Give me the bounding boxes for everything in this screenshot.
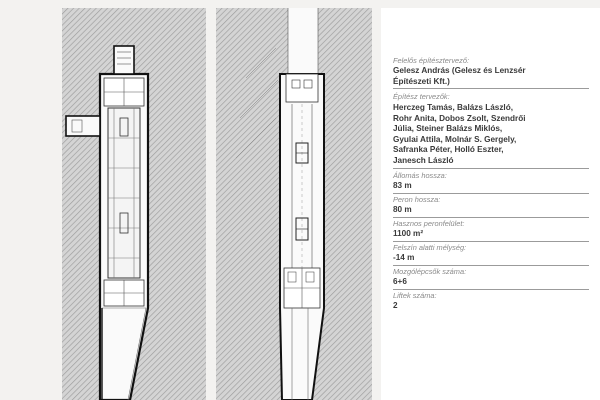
escalators-value: 6+6 <box>393 277 407 286</box>
tunnel-corridor <box>288 8 318 74</box>
divider <box>393 88 589 89</box>
platform-hall <box>108 108 140 278</box>
station-length-label: Állomás hossza: <box>393 171 447 180</box>
divider <box>393 168 589 169</box>
depth-label: Felszín alatti mélység: <box>393 243 467 252</box>
station-plan-right <box>216 8 372 400</box>
elevators-label: Liftek száma: <box>393 291 437 300</box>
platform-length-value: 80 m <box>393 205 412 214</box>
escalators-label: Mozgólépcsők száma: <box>393 267 467 276</box>
chief-architect-label: Felelős építésztervező: <box>393 56 469 65</box>
divider <box>393 241 589 242</box>
access-shaft <box>114 46 134 74</box>
side-annex <box>66 116 100 136</box>
entry-block <box>286 74 318 102</box>
divider <box>393 289 589 290</box>
project-info-panel <box>381 8 600 400</box>
station-plan-left-drawing <box>62 8 206 400</box>
elevators-value: 2 <box>393 301 398 310</box>
divider <box>393 265 589 266</box>
station-plan-right-drawing <box>216 8 372 400</box>
chief-architect-value: Gelesz András (Gelesz és Lenzsér Építészeti Kft.) <box>393 66 526 86</box>
platform-length-label: Peron hossza: <box>393 195 441 204</box>
divider <box>393 217 589 218</box>
divider <box>393 193 589 194</box>
platform-area-value: 1100 m² <box>393 229 424 238</box>
architects-label: Építész tervezők: <box>393 92 450 101</box>
station-plan-left <box>62 8 206 400</box>
station-length-value: 83 m <box>393 181 412 190</box>
platform-area-label: Hasznos peronfelület: <box>393 219 465 228</box>
architects-value: Herczeg Tamás, Balázs László, Rohr Anita, Dobos Zsolt, Szendrői Júlia, Steiner Balázs Miklós, Gyulai Attila, Molnár S. Gergely, Safranka Péter, Holló Eszter, Janesch László <box>393 103 526 165</box>
depth-value: -14 m <box>393 253 415 262</box>
